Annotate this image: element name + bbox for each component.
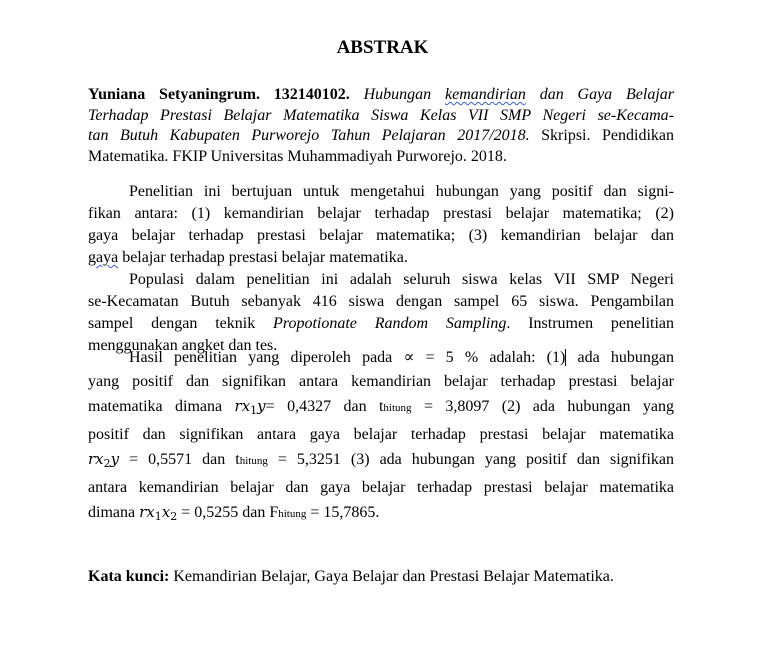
text-line	[88, 291, 674, 313]
text-segment: Hubungan	[349, 86, 445, 103]
text-segment: Propotionate Random Sampling	[273, 315, 507, 332]
text-segment: yang positif dan signifikan antara kemandirian belajar terhadap prestasi belajar	[88, 373, 674, 390]
text-segment: se-Kecamatan Butuh sebanyak 416 siswa dengan sampel 65 siswa. Pengambilan	[88, 293, 674, 310]
text-segment: Populasi dalam penelitian ini adalah seluruh siswa kelas VII SMP Negeri	[129, 271, 674, 288]
text-segment: rx	[88, 450, 104, 468]
text-segment: x	[161, 503, 171, 521]
text-line	[88, 147, 674, 168]
text-segment: )	[560, 349, 566, 366]
text-line	[88, 394, 674, 423]
text-line	[88, 203, 674, 225]
text-segment: = 3,8097 (2) ada hubungan yang	[411, 398, 675, 415]
text-segment: kemandirian	[445, 86, 526, 103]
text-segment: Penelitian ini bertujuan untuk mengetahui hubungan yang positif dan signi-	[129, 183, 674, 200]
text-segment: . Instrumen penelitian	[506, 315, 675, 332]
text-line	[88, 269, 674, 291]
text-segment: Skripsi. Pendidikan	[529, 127, 674, 145]
text-segment: Hasil penelitian yang diperoleh pada ∝ = 5 % adalah: (1	[129, 349, 561, 366]
text-segment: Yuniana Setyaningrum. 132140102.	[88, 86, 350, 103]
text-segment: sampel dengan teknik	[88, 315, 274, 332]
text-line	[88, 247, 674, 269]
text-segment: Matematika. FKIP Universitas Muhammadiyah Purworejo. 2018.	[88, 147, 507, 165]
text-segment: gaya	[88, 249, 119, 266]
text-segment: hitung	[383, 402, 412, 414]
text-segment: hitung	[278, 508, 307, 520]
text-segment: 1	[154, 510, 162, 523]
keywords	[88, 566, 674, 588]
keywords-label: Kata kunci:	[88, 568, 170, 585]
text-segment: gaya belajar terhadap prestasi belajar matematika; (3) kemandirian belajar dan	[88, 227, 674, 244]
citation-block	[88, 85, 674, 167]
text-segment: Terhadap Prestasi Belajar Matematika Siswa Kelas VII SMP Negeri se-Kecama-	[88, 106, 674, 124]
text-line	[88, 126, 674, 147]
keywords-text: Kemandirian Belajar, Gaya Belajar dan Prestasi Belajar Matematika.	[169, 568, 614, 585]
text-segment: belajar terhadap prestasi belajar matematika.	[118, 249, 408, 266]
text-segment: = 0,4327 dan t	[265, 398, 384, 415]
text-line	[88, 85, 674, 106]
text-line	[88, 313, 674, 335]
text-line	[88, 181, 674, 203]
text-segment: tan Butuh Kabupaten Purworejo Tahun Pelajaran 2017/2018.	[88, 127, 530, 145]
text-line	[88, 447, 674, 476]
text-segment: matematika dimana	[88, 398, 235, 415]
text-segment: y	[110, 450, 120, 468]
text-segment: 1	[250, 404, 258, 417]
text-segment: dan Gaya Belajar	[525, 86, 675, 103]
text-segment: = 0,5255 dan F	[177, 504, 279, 521]
text-line	[88, 500, 674, 529]
text-segment: 2	[103, 457, 111, 470]
page-title: ABSTRAK	[336, 37, 429, 58]
text-segment: hitung	[239, 455, 268, 467]
text-segment: fikan antara: (1) kemandirian belajar terhadap prestasi belajar matematika; (2)	[88, 205, 674, 222]
text-segment: = 15,7865.	[306, 504, 380, 521]
text-segment: ada hubungan	[566, 349, 674, 366]
text-segment: y	[257, 397, 266, 415]
text-segment: = 5,3251 (3) ada hubungan yang positif dan signifikan	[267, 451, 674, 468]
text-segment: 2	[170, 510, 178, 523]
text-segment: antara kemandirian belajar dan gaya belajar terhadap prestasi belajar matematika	[88, 479, 674, 496]
text-segment: = 0,5571 dan t	[119, 451, 240, 468]
text-segment: rx	[234, 397, 251, 415]
text-line	[88, 370, 674, 394]
abstract-body	[88, 181, 674, 357]
text-segment: positif dan signifikan antara gaya belajar terhadap prestasi belajar matematika	[88, 426, 674, 443]
text-segment: dimana	[88, 504, 140, 521]
text-line	[88, 225, 674, 247]
text-line	[88, 476, 674, 500]
text-line	[88, 106, 674, 127]
abstract-results	[88, 346, 674, 529]
text-segment: menggunakan angket dan tes.	[88, 337, 278, 354]
text-segment: rx	[139, 503, 155, 521]
text-line	[88, 346, 674, 370]
text-line	[88, 423, 674, 447]
